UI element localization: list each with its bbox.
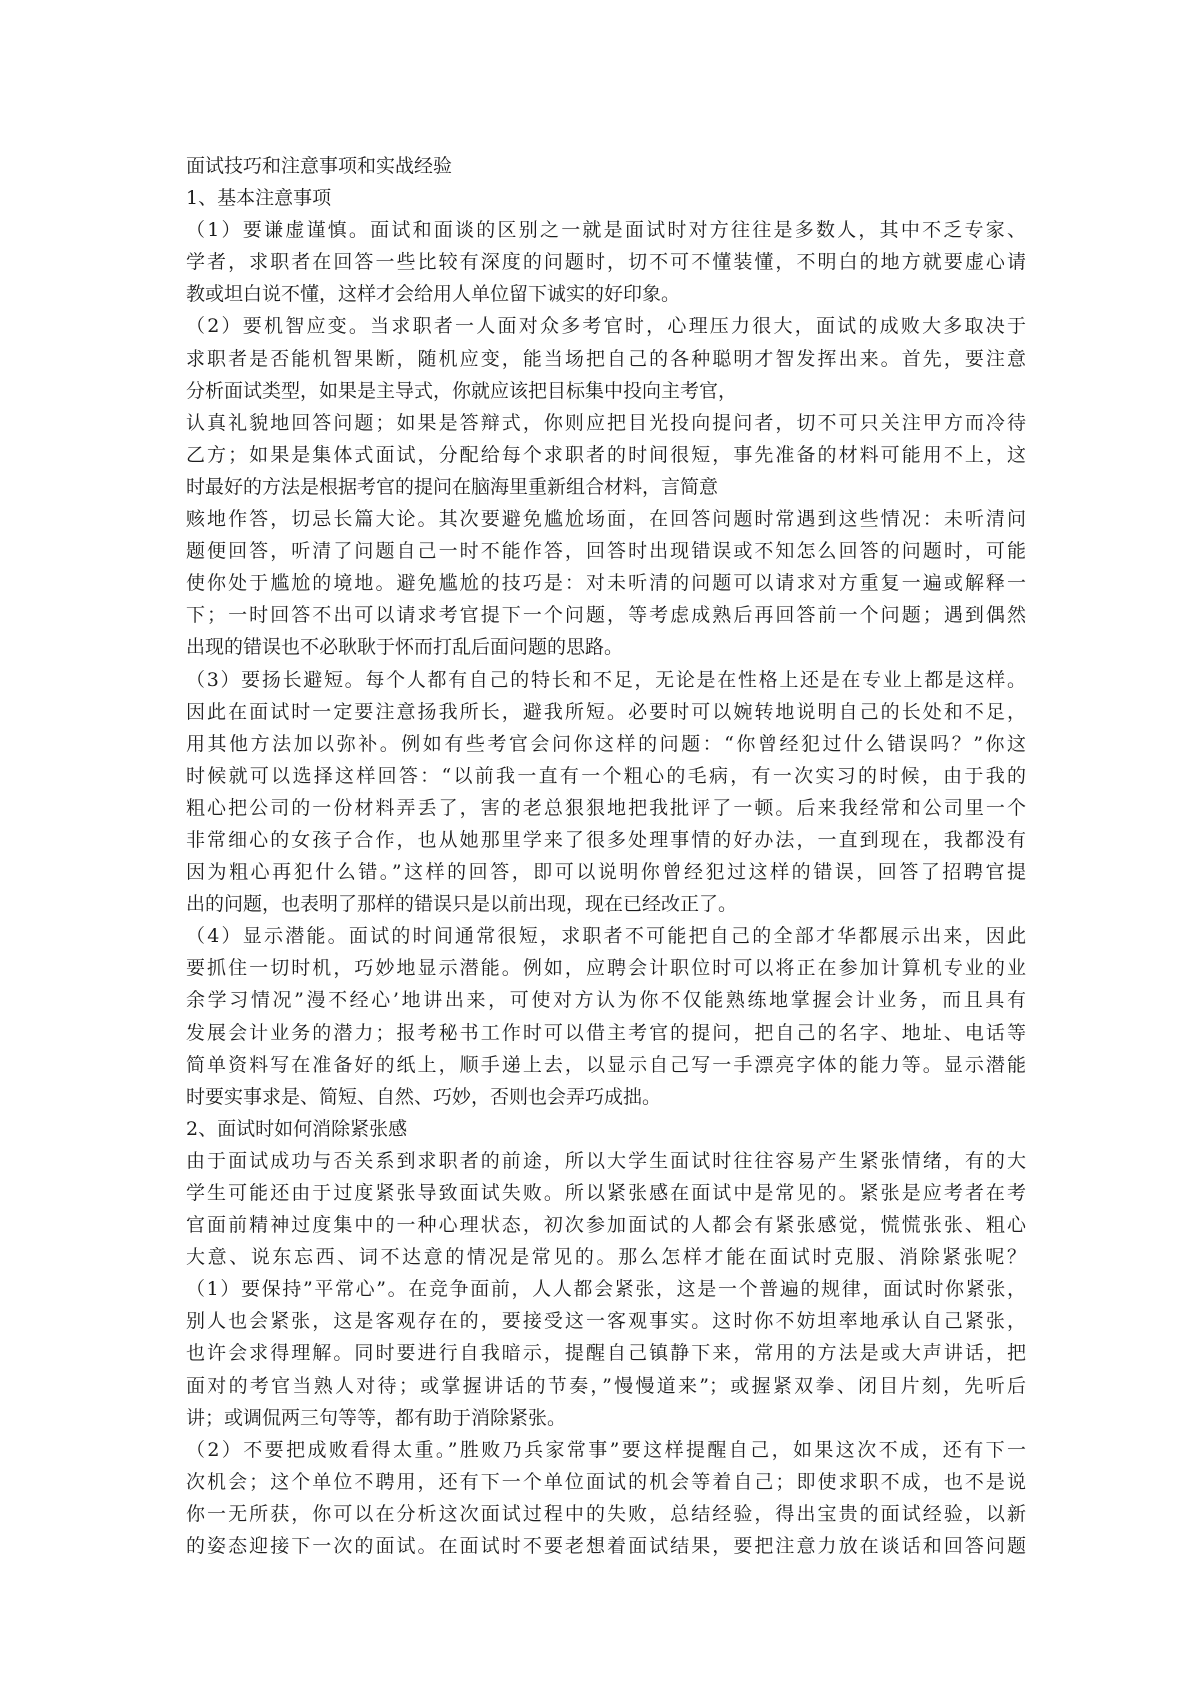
text-line: 粗心把公司的一份材料弄丢了，害的老总狠狠地把我批评了一顿。后来我经常和公司里一个	[186, 796, 1026, 819]
text-line: 教或坦白说不懂，这样才会给用人单位留下诚实的好印象。	[186, 283, 681, 306]
text-line: 使你处于尴尬的境地。避免尴尬的技巧是：对未听清的问题可以请求对方重复一遍或解释一	[186, 572, 1026, 595]
text-line: 余学习情况”漫不经心’地讲出来，可使对方认为你不仅能熟练地掌握会计业务，而且具有	[186, 989, 1026, 1012]
text-line: 的姿态迎接下一次的面试。在面试时不要老想着面试结果，要把注意力放在谈话和回答问题	[186, 1535, 1026, 1558]
text-line: 大意、说东忘西、词不达意的情况是常见的。那么怎样才能在面试时克服、消除紧张呢？	[186, 1246, 1026, 1269]
text-line: 发展会计业务的潜力；报考秘书工作时可以借主考官的提问，把自己的名字、地址、电话等	[186, 1021, 1026, 1044]
text-line: 用其他方法加以弥补。例如有些考官会问你这样的问题：“你曾经犯过什么错误吗？”你这	[186, 732, 1026, 755]
text-line: 由于面试成功与否关系到求职者的前途，所以大学生面试时往往容易产生紧张情绪，有的大	[186, 1149, 1026, 1172]
text-line: 因此在面试时一定要注意扬我所长，避我所短。必要时可以婉转地说明自己的长处和不足，	[186, 700, 1026, 723]
text-line: 学生可能还由于过度紧张导致面试失败。所以紧张感在面试中是常见的。紧张是应考者在考	[186, 1182, 1026, 1204]
text-line: （4）显示潜能。面试的时间通常很短，求职者不可能把自己的全部才华都展示出来，因此	[186, 925, 1026, 948]
text-line: 别人也会紧张，这是客观存在的，要接受这一客观事实。这时你不妨坦率地承认自己紧张，	[186, 1310, 1026, 1333]
text-line: 也许会求得理解。同时要进行自我暗示，提醒自己镇静下来，常用的方法是或大声讲话，把	[186, 1342, 1026, 1365]
text-line: 次机会；这个单位不聘用，还有下一个单位面试的机会等着自己；即使求职不成，也不是说	[186, 1470, 1026, 1493]
text-line: 出的问题，也表明了那样的错误只是以前出现，现在已经改正了。	[186, 893, 738, 916]
text-line: 时候就可以选择这样回答：“以前我一直有一个粗心的毛病，有一次实习的时候，由于我的	[186, 764, 1026, 787]
text-line: 学者，求职者在回答一些比较有深度的问题时，切不可不懂装懂，不明白的地方就要虚心请	[186, 251, 1026, 274]
text-line: 题便回答，听清了问题自己一时不能作答，回答时出现错误或不知怎么回答的问题时，可能	[186, 540, 1026, 563]
text-line: （2）不要把成败看得太重。”胜败乃兵家常事”要这样提醒自己，如果这次不成，还有下一	[186, 1438, 1026, 1461]
document-body	[186, 182, 1026, 1562]
text-line: 出现的错误也不必耿耿于怀而打乱后面问题的思路。	[186, 636, 624, 659]
text-line: 赅地作答，切忌长篇大论。其次要避免尴尬场面，在回答问题时常遇到这些情况：未听清问	[186, 508, 1026, 531]
text-line: 1、基本注意事项	[186, 187, 332, 210]
text-line: （3）要扬长避短。每个人都有自己的特长和不足，无论是在性格上还是在专业上都是这样。	[186, 668, 1026, 691]
text-line: 非常细心的女孩子合作，也从她那里学来了很多处理事情的好办法，一直到现在，我都没有	[186, 828, 1026, 851]
text-line: （2）要机智应变。当求职者一人面对众多考官时，心理压力很大，面试的成败大多取决于	[186, 315, 1026, 338]
text-line: 分析面试类型，如果是主导式，你就应该把目标集中投向主考官，	[186, 379, 738, 402]
text-line: 时要实事求是、简短、自然、巧妙，否则也会弄巧成拙。	[186, 1085, 662, 1108]
text-line: 面对的考官当熟人对待；或掌握讲话的节奏，”慢慢道来”；或握紧双拳、闭目片刻，先听后	[186, 1374, 1026, 1397]
text-line: 因为粗心再犯什么错。”这样的回答，即可以说明你曾经犯过这样的错误，回答了招聘官提	[186, 861, 1026, 884]
text-line: 时最好的方法是根据考官的提问在脑海里重新组合材料，言简意	[186, 475, 719, 498]
document-title: 面试技巧和注意事项和实战经验	[186, 155, 453, 177]
text-line: 求职者是否能机智果断，随机应变，能当场把自己的各种聪明才智发挥出来。首先，要注意	[186, 347, 1026, 370]
text-line: （1）要保持”平常心”。在竞争面前，人人都会紧张，这是一个普遍的规律，面试时你紧张，	[186, 1278, 1026, 1301]
document-page	[186, 150, 1026, 1562]
text-line: 要抓住一切时机，巧妙地显示潜能。例如，应聘会计职位时可以将正在参加计算机专业的业	[186, 957, 1026, 980]
text-line: 讲；或调侃两三句等等，都有助于消除紧张。	[186, 1406, 567, 1429]
text-line: 2、面试时如何消除紧张感	[186, 1117, 408, 1140]
text-line: 你一无所获，你可以在分析这次面试过程中的失败，总结经验，得出宝贵的面试经验，以新	[186, 1502, 1026, 1525]
text-line: 下；一时回答不出可以请求考官提下一个问题，等考虑成熟后再回答前一个问题；遇到偶然	[186, 604, 1026, 627]
text-line: 简单资料写在准备好的纸上，顺手递上去，以显示自己写一手漂亮字体的能力等。显示潜能	[186, 1053, 1026, 1076]
text-line: 乙方；如果是集体式面试，分配给每个求职者的时间很短，事先准备的材料可能用不上，这	[186, 443, 1026, 466]
text-line: （1）要谦虚谨慎。面试和面谈的区别之一就是面试时对方往往是多数人，其中不乏专家、	[186, 219, 1026, 242]
text-line: 认真礼貌地回答问题；如果是答辩式，你则应把目光投向提问者，切不可只关注甲方而冷待	[186, 411, 1026, 434]
text-line: 官面前精神过度集中的一种心理状态，初次参加面试的人都会有紧张感觉，慌慌张张、粗心	[186, 1214, 1026, 1237]
